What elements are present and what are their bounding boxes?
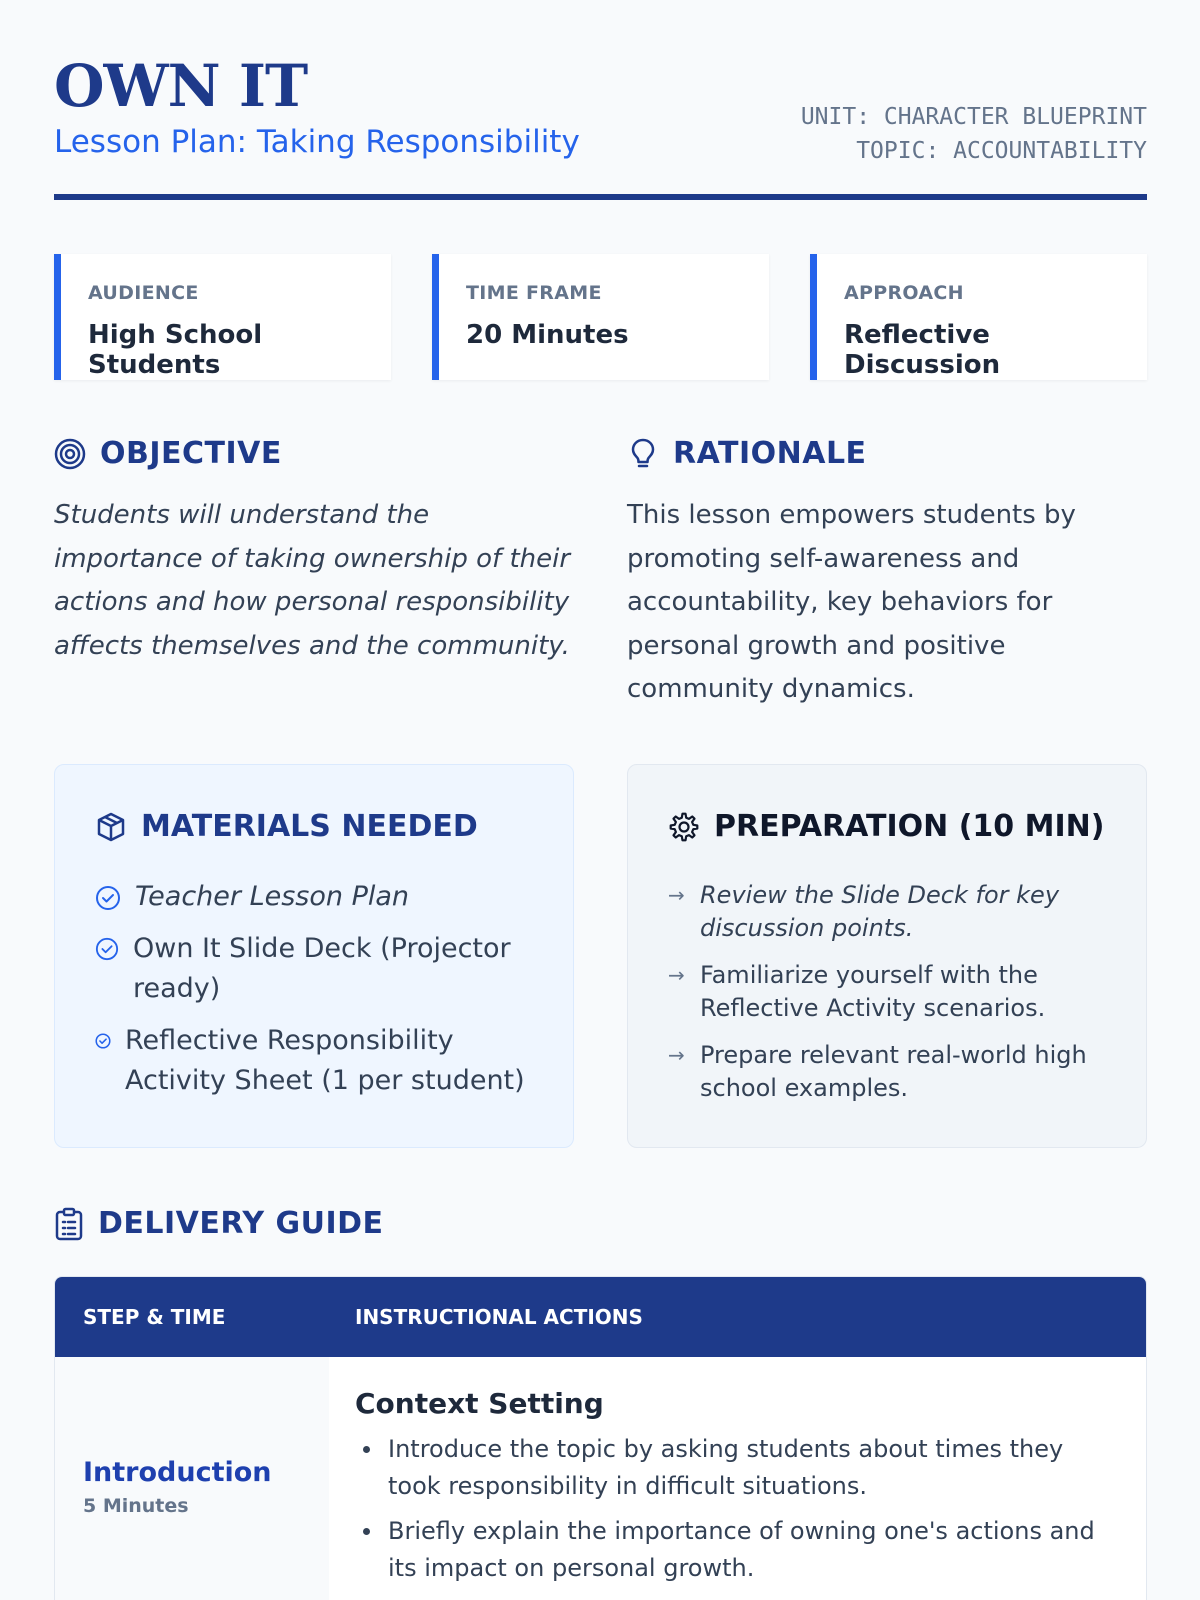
rationale-heading-text: RATIONALE xyxy=(673,436,867,471)
arrow-right-icon: → xyxy=(668,883,685,907)
delivery-table xyxy=(54,1276,1147,1600)
objective-heading-text: OBJECTIVE xyxy=(100,436,282,471)
column-header: STEP & TIME xyxy=(83,1305,226,1329)
delivery-heading-text: DELIVERY GUIDE xyxy=(98,1206,384,1241)
header xyxy=(54,0,1147,200)
materials-item-text: Own It Slide Deck (Projector ready) xyxy=(133,933,511,1004)
preparation-item-text: Prepare relevant real-world high school examples. xyxy=(700,1041,1087,1102)
unit-label: UNIT: CHARACTER BLUEPRINT xyxy=(800,104,1147,130)
materials-heading xyxy=(95,809,478,844)
materials-box xyxy=(54,764,574,1148)
page-subtitle: Lesson Plan: Taking Responsibility xyxy=(54,124,580,160)
check-circle-icon xyxy=(95,937,119,961)
materials-heading-text: MATERIALS NEEDED xyxy=(141,809,478,844)
rationale-heading xyxy=(627,436,867,471)
approach-card xyxy=(810,254,1147,380)
card-label: AUDIENCE xyxy=(88,282,199,304)
step-cell xyxy=(55,1357,329,1600)
preparation-heading xyxy=(668,809,1104,844)
list-item: Briefly explain the importance of owning one's actions and its impact on personal growth. xyxy=(355,1513,1095,1587)
preparation-item-text: Review the Slide Deck for key discussion points. xyxy=(700,881,1060,942)
box-icon xyxy=(95,811,127,843)
preparation-list-item xyxy=(668,1039,1088,1105)
lesson-plan-page xyxy=(54,0,1147,1582)
materials-list-item xyxy=(95,929,525,1009)
objective-heading xyxy=(54,436,282,471)
objective-text: Students will understand the importance of taking ownership of their actions and how personal responsibility affects themselves and the community. xyxy=(54,500,571,661)
card-value: Reflective Discussion xyxy=(844,320,1001,380)
arrow-right-icon: → xyxy=(668,1043,685,1067)
list-item: Introduce the topic by asking students about times they took responsibility in difficult situations. xyxy=(355,1431,1095,1505)
table-header xyxy=(55,1277,1146,1357)
time-frame-card xyxy=(432,254,769,380)
card-value: 20 Minutes xyxy=(466,320,629,350)
preparation-heading-text: PREPARATION (10 MIN) xyxy=(714,809,1105,844)
materials-list-item xyxy=(95,1021,535,1101)
action-title: Context Setting xyxy=(355,1387,604,1420)
target-icon xyxy=(54,438,86,470)
check-circle-icon xyxy=(95,1033,111,1049)
card-value: High School Students xyxy=(88,320,263,380)
delivery-heading xyxy=(54,1206,384,1241)
topic-label: TOPIC: ACCOUNTABILITY xyxy=(856,138,1147,164)
preparation-list-item xyxy=(668,879,1068,945)
card-label: APPROACH xyxy=(844,282,964,304)
lightbulb-icon xyxy=(627,437,659,471)
rationale-text: This lesson empowers students by promoting self-awareness and accountability, key behaviors for personal growth and positive community dynamics. xyxy=(627,500,1076,704)
check-circle-icon xyxy=(95,885,121,911)
step-time: 5 Minutes xyxy=(83,1495,189,1517)
preparation-item-text: Familiarize yourself with the Reflective Activity scenarios. xyxy=(700,961,1046,1022)
materials-list-item xyxy=(95,877,409,917)
gear-icon xyxy=(668,811,700,843)
info-cards xyxy=(54,254,1147,380)
clipboard-icon xyxy=(54,1207,84,1241)
step-name: Introduction xyxy=(83,1457,272,1488)
action-bullets xyxy=(355,1431,1095,1595)
column-header: INSTRUCTIONAL ACTIONS xyxy=(355,1305,643,1329)
audience-card xyxy=(54,254,391,380)
preparation-box xyxy=(627,764,1147,1148)
preparation-list-item xyxy=(668,959,1068,1025)
page-title: OWN IT xyxy=(54,52,308,120)
materials-item-text: Teacher Lesson Plan xyxy=(135,881,410,912)
unit-topic-meta xyxy=(801,100,1147,168)
card-label: TIME FRAME xyxy=(466,282,602,304)
materials-item-text: Reflective Responsibility Activity Sheet (1 per student) xyxy=(125,1025,525,1096)
arrow-right-icon: → xyxy=(668,963,685,987)
